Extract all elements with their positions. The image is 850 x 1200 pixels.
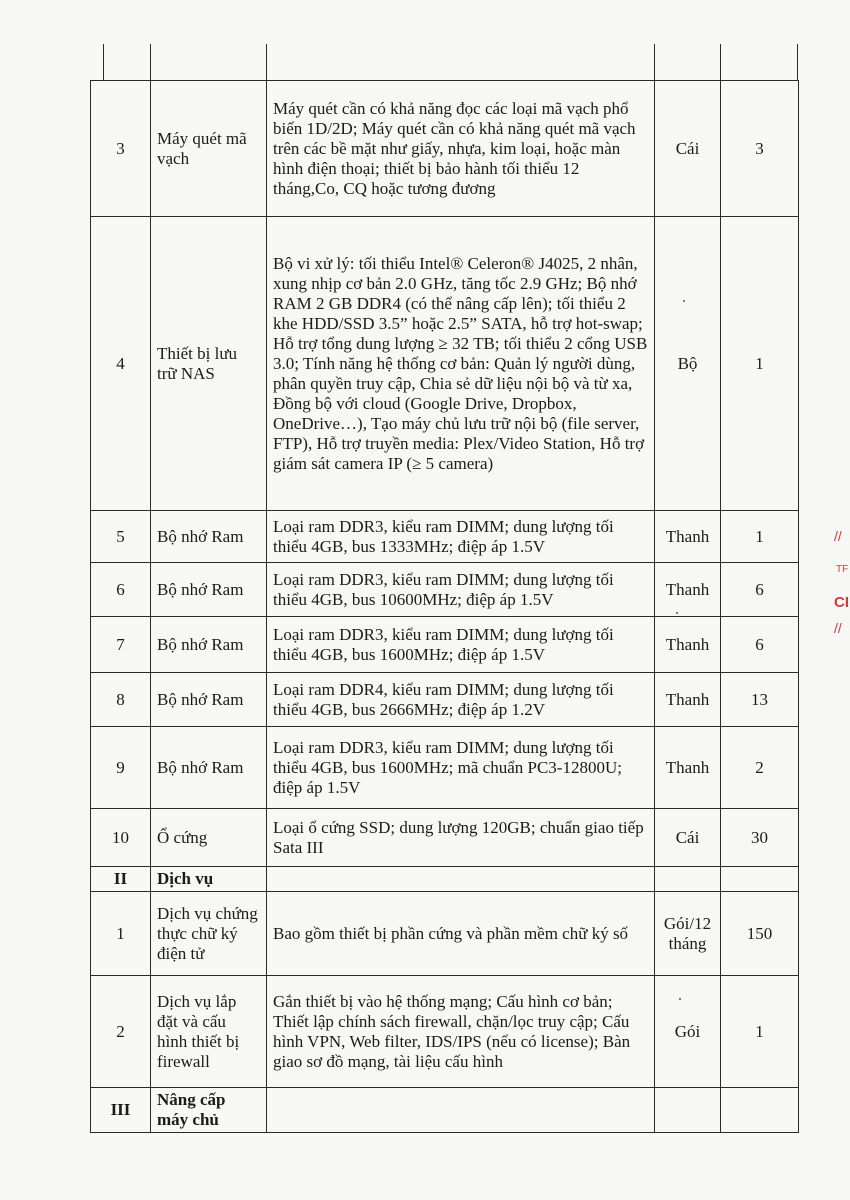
scan-speck: [683, 300, 685, 302]
item-quantity: [721, 1088, 799, 1133]
item-name: Bộ nhớ Ram: [151, 563, 267, 617]
table-row: [91, 511, 799, 563]
table-border-line: [150, 44, 151, 80]
item-unit: Cái: [655, 809, 721, 867]
row-number: 7: [91, 617, 151, 673]
item-unit: Thanh: [655, 673, 721, 727]
row-number: 4: [91, 217, 151, 511]
row-number: 6: [91, 563, 151, 617]
item-name: Máy quét mã vạch: [151, 81, 267, 217]
table-border-line: [720, 44, 721, 80]
item-name: Bộ nhớ Ram: [151, 617, 267, 673]
table-row: [91, 617, 799, 673]
row-number: 9: [91, 727, 151, 809]
scan-speck: [679, 998, 681, 1000]
item-unit: Thanh: [655, 617, 721, 673]
section-number: II: [91, 867, 151, 892]
item-name: Thiết bị lưu trữ NAS: [151, 217, 267, 511]
section-title: Nâng cấp máy chủ: [151, 1088, 267, 1133]
stamp-text: TF: [836, 564, 849, 575]
item-specification: [267, 1088, 655, 1133]
row-number: 2: [91, 976, 151, 1088]
item-name: Dịch vụ lắp đặt và cấu hình thiết bị firewall: [151, 976, 267, 1088]
item-unit: Thanh: [655, 563, 721, 617]
row-number: 5: [91, 511, 151, 563]
item-quantity: 6: [721, 563, 799, 617]
item-quantity: 1: [721, 511, 799, 563]
item-specification: Bao gồm thiết bị phần cứng và phần mềm chữ ký số: [267, 892, 655, 976]
section-number: III: [91, 1088, 151, 1133]
table-row: [91, 217, 799, 511]
table-row: [91, 809, 799, 867]
section-header-row: [91, 1088, 799, 1133]
table-row: [91, 892, 799, 976]
item-quantity: 3: [721, 81, 799, 217]
row-number: 8: [91, 673, 151, 727]
item-specification: Gắn thiết bị vào hệ thống mạng; Cấu hình cơ bản; Thiết lập chính sách firewall, chặn/lọc truy cập; Cấu hình VPN, Web filter, IDS/IPS (nếu có license); Bàn giao sơ đồ mạng, tài liệu cấu hình: [267, 976, 655, 1088]
item-quantity: 13: [721, 673, 799, 727]
item-unit: Thanh: [655, 727, 721, 809]
item-quantity: 150: [721, 892, 799, 976]
equipment-table: [90, 80, 799, 1133]
item-specification: Loại ram DDR4, kiểu ram DIMM; dung lượng tối thiểu 4GB, bus 2666MHz; điệp áp 1.2V: [267, 673, 655, 727]
section-title: Dịch vụ: [151, 867, 267, 892]
table-row: [91, 727, 799, 809]
item-unit: Bộ: [655, 217, 721, 511]
stamp-text: CI: [834, 594, 849, 611]
item-specification: [267, 867, 655, 892]
item-quantity: 1: [721, 976, 799, 1088]
item-specification: Loại ổ cứng SSD; dung lượng 120GB; chuẩn giao tiếp Sata III: [267, 809, 655, 867]
table-row: [91, 976, 799, 1088]
row-number: 10: [91, 809, 151, 867]
item-name: Bộ nhớ Ram: [151, 673, 267, 727]
item-specification: Loại ram DDR3, kiểu ram DIMM; dung lượng tối thiểu 4GB, bus 1600MHz; điệp áp 1.5V: [267, 617, 655, 673]
item-unit: [655, 1088, 721, 1133]
table-border-line: [266, 44, 267, 80]
table-border-line: [797, 44, 798, 80]
item-specification: Bộ vi xử lý: tối thiểu Intel® Celeron® J4025, 2 nhân, xung nhịp cơ bản 2.0 GHz, tăng tốc 2.9 GHz; Bộ nhớ RAM 2 GB DDR4 (có thể nâng cấp lên); tối thiểu 2 khe HDD/SSD 3.5” hoặc 2.5” SATA, hỗ trợ hot-swap; Hỗ trợ tổng dung lượng ≥ 32 TB; tối thiểu 2 cổng USB 3.0; Tính năng hệ thống cơ bản: Quản lý người dùng, phân quyền truy cập, Chia sẻ dữ liệu nội bộ và từ xa, Đồng bộ với cloud (Google Drive, Dropbox, OneDrive…), Tạo máy chủ lưu trữ nội bộ (file server, FTP), Hỗ trợ truyền media: Plex/Video Station, Hỗ trợ giám sát camera IP (≥ 5 camera): [267, 217, 655, 511]
item-name: Ổ cứng: [151, 809, 267, 867]
item-quantity: 2: [721, 727, 799, 809]
table-row: [91, 81, 799, 217]
item-unit: [655, 867, 721, 892]
item-name: Bộ nhớ Ram: [151, 511, 267, 563]
row-number: 1: [91, 892, 151, 976]
item-quantity: 30: [721, 809, 799, 867]
item-name: Dịch vụ chứng thực chữ ký điện tử: [151, 892, 267, 976]
item-quantity: 1: [721, 217, 799, 511]
table-row: [91, 673, 799, 727]
item-specification: Loại ram DDR3, kiểu ram DIMM; dung lượng tối thiểu 4GB, bus 1333MHz; điệp áp 1.5V: [267, 511, 655, 563]
item-unit: Gói: [655, 976, 721, 1088]
row-number: 3: [91, 81, 151, 217]
item-quantity: [721, 867, 799, 892]
item-name: Bộ nhớ Ram: [151, 727, 267, 809]
item-unit: Thanh: [655, 511, 721, 563]
item-specification: Máy quét cần có khả năng đọc các loại mã vạch phổ biến 1D/2D; Máy quét cần có khả năng quét mã vạch trên các bề mặt như giấy, nhựa, kim loại, hoặc màn hình điện thoại; thiết bị bảo hành tối thiểu 12 tháng,Co, CQ hoặc tương đương: [267, 81, 655, 217]
red-stamp-fragment: // TF CI //: [834, 528, 849, 636]
table-border-line: [103, 44, 104, 80]
item-quantity: 6: [721, 617, 799, 673]
item-unit: Gói/12 tháng: [655, 892, 721, 976]
item-specification: Loại ram DDR3, kiểu ram DIMM; dung lượng tối thiểu 4GB, bus 10600MHz; điệp áp 1.5V: [267, 563, 655, 617]
item-specification: Loại ram DDR3, kiểu ram DIMM; dung lượng tối thiểu 4GB, bus 1600MHz; mã chuẩn PC3-12800U; điệp áp 1.5V: [267, 727, 655, 809]
item-unit: Cái: [655, 81, 721, 217]
section-header-row: [91, 867, 799, 892]
table-row: [91, 563, 799, 617]
scan-speck: [676, 612, 678, 614]
table-border-line: [654, 44, 655, 80]
